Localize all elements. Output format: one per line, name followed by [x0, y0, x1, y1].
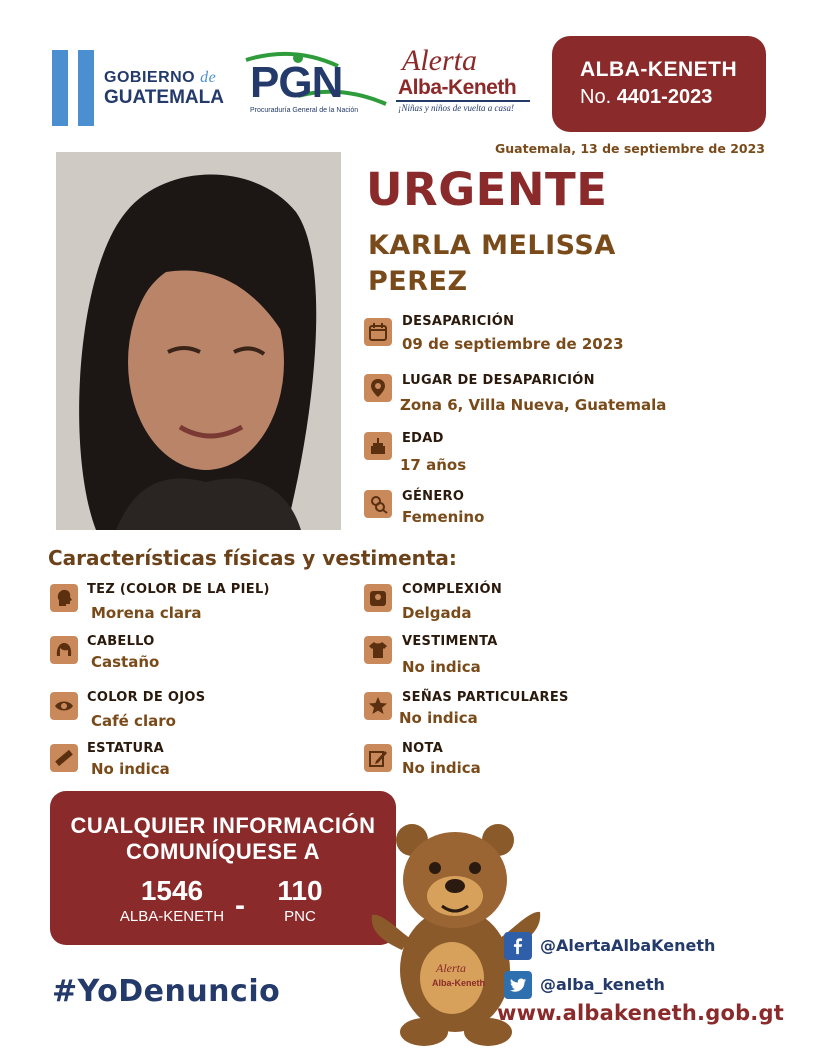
- characteristics-title: Características físicas y vestimenta:: [48, 546, 457, 570]
- birthday-cake-icon: [364, 432, 392, 460]
- hair-label: CABELLO: [87, 634, 155, 649]
- person-name-line2: PEREZ: [368, 266, 468, 297]
- case-number: No. 4401-2023: [580, 86, 713, 108]
- facebook-icon[interactable]: [504, 932, 532, 960]
- alerta-logo-name: Alba-Keneth: [398, 76, 517, 99]
- clothing-value: No indica: [402, 658, 481, 676]
- bulletin-date: Guatemala, 13 de septiembre de 2023: [495, 141, 765, 156]
- twitter-handle[interactable]: @alba_keneth: [540, 975, 665, 994]
- head-profile-icon: [50, 584, 78, 612]
- twitter-icon[interactable]: [504, 971, 532, 999]
- phone-pnc-label: PNC: [284, 908, 316, 925]
- gobierno-label: GOBIERNO: [104, 69, 201, 86]
- gobierno-de: de: [200, 69, 217, 86]
- pgn-logo-text: PGN: [250, 58, 343, 107]
- skin-tone-label: TEZ (COLOR DE LA PIEL): [87, 582, 270, 597]
- phone-separator: -: [235, 889, 245, 922]
- guatemala-label: GUATEMALA: [104, 87, 224, 108]
- bear-badge-name: Alba-Keneth: [432, 978, 486, 988]
- location-pin-icon: [364, 374, 392, 402]
- contact-box: [50, 791, 396, 945]
- shirt-icon: [364, 636, 392, 664]
- case-title: ALBA-KENETH: [580, 58, 738, 81]
- phone-alba-keneth[interactable]: 1546: [140, 875, 204, 906]
- hashtag: #YoDenuncio: [52, 974, 281, 1009]
- height-label: ESTATURA: [87, 741, 165, 756]
- pgn-subtitle: Procuraduría General de la Nación: [250, 107, 359, 114]
- age-label: EDAD: [402, 431, 444, 446]
- star-icon: [364, 692, 392, 720]
- person-name-line1: KARLA MELISSA: [368, 230, 616, 261]
- person-name: [368, 228, 616, 300]
- note-value: No indica: [402, 759, 481, 777]
- website-link[interactable]: www.albakeneth.gob.gt: [497, 1001, 784, 1025]
- location-value: Zona 6, Villa Nueva, Guatemala: [400, 396, 667, 414]
- location-label: LUGAR DE DESAPARICIÓN: [402, 373, 595, 388]
- marks-value: No indica: [399, 709, 478, 727]
- missing-person-photo: [56, 152, 341, 530]
- eye-color-label: COLOR DE OJOS: [87, 690, 206, 705]
- contact-line2: COMUNÍQUESE A: [126, 839, 320, 864]
- gender-label: GÉNERO: [402, 489, 465, 504]
- height-value: No indica: [91, 760, 170, 778]
- scale-icon: [364, 584, 392, 612]
- eye-color-value: Café claro: [91, 712, 176, 730]
- facebook-handle[interactable]: @AlertaAlbaKeneth: [540, 936, 716, 955]
- disappearance-value: 09 de septiembre de 2023: [402, 335, 624, 353]
- gobierno-logo-text: [104, 70, 224, 107]
- note-pencil-icon: [364, 744, 392, 772]
- build-value: Delgada: [402, 604, 472, 622]
- calendar-icon: [364, 318, 392, 346]
- urgency-title: URGENTE: [366, 163, 608, 216]
- gobierno-logo-bars: [52, 50, 96, 126]
- age-value: 17 años: [400, 456, 467, 474]
- case-number-badge: [552, 36, 766, 132]
- gender-value: Femenino: [402, 508, 485, 526]
- hair-icon: [50, 636, 78, 664]
- note-label: NOTA: [402, 741, 444, 756]
- phone-alba-keneth-label: ALBA-KENETH: [119, 908, 225, 925]
- phone-pnc[interactable]: 110: [277, 875, 323, 906]
- hair-value: Castaño: [91, 653, 160, 671]
- clothing-label: VESTIMENTA: [402, 634, 498, 649]
- alerta-logo-word: Alerta: [402, 44, 477, 77]
- disappearance-label: DESAPARICIÓN: [402, 314, 515, 329]
- alerta-logo-underline: [396, 100, 530, 102]
- marks-label: SEÑAS PARTICULARES: [402, 690, 569, 705]
- contact-line1: CUALQUIER INFORMACIÓN: [70, 813, 376, 838]
- eye-icon: [50, 692, 78, 720]
- ruler-icon: [50, 744, 78, 772]
- skin-tone-value: Morena clara: [91, 604, 202, 622]
- gender-icon: [364, 490, 392, 518]
- bear-badge-word: Alerta: [436, 961, 466, 975]
- build-label: COMPLEXIÓN: [402, 582, 503, 597]
- alerta-logo-tagline: ¡Niñas y niños de vuelta a casa!: [398, 103, 514, 113]
